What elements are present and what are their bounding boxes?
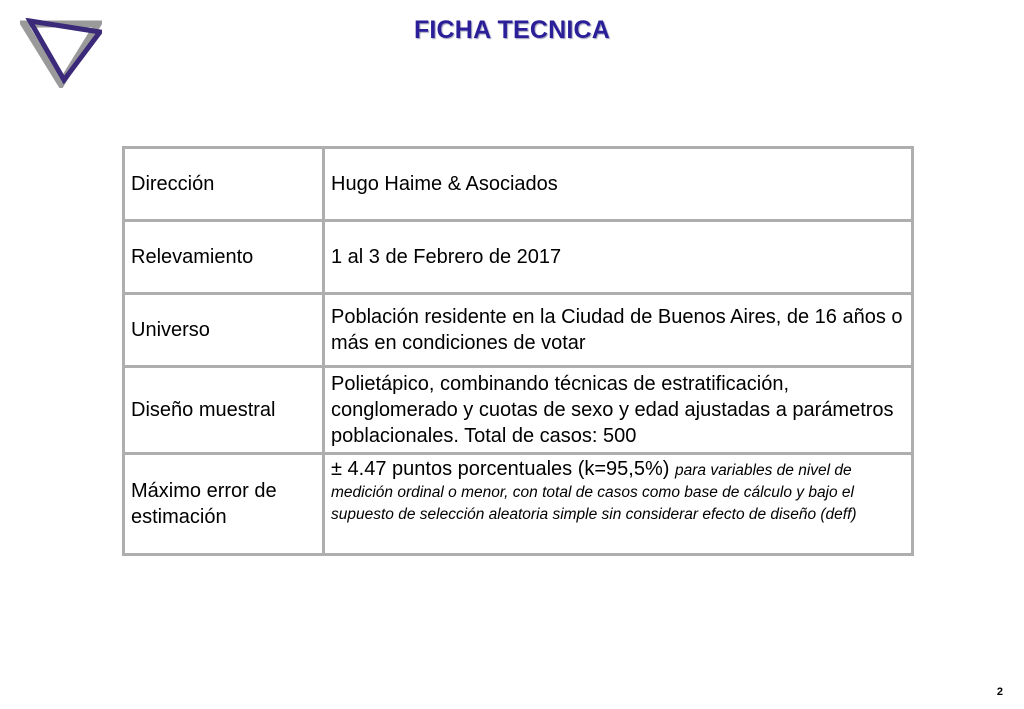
row-label: Dirección [124,148,324,221]
row-label: Relevamiento [124,221,324,294]
row-label: Diseño muestral [124,367,324,454]
row-value [324,454,913,555]
row-value: 1 al 3 de Febrero de 2017 [324,221,913,294]
page-number: 2 [996,686,1003,698]
table-row [124,294,913,367]
table-row [124,454,913,555]
error-value: ± 4.47 puntos porcentuales (k=95,5%) [331,458,670,480]
table-row [124,221,913,294]
ficha-table [122,146,914,556]
row-value: Hugo Haime & Asociados [324,148,913,221]
table-row [124,367,913,454]
table-row [124,148,913,221]
page-title: FICHA TECNICA [413,16,611,44]
row-label: Máximo error de estimación [124,454,324,555]
row-value: Polietápico, combinando técnicas de estratificación, conglomerado y cuotas de sexo y edad ajustadas a parámetros poblacionales. Total de casos: 500 [324,367,913,454]
row-label: Universo [124,294,324,367]
row-value: Población residente en la Ciudad de Buenos Aires, de 16 años o más en condiciones de votar [324,294,913,367]
error-note: para variables de nivel de medición ordinal o menor, con total de casos como base de cálculo y bajo el supuesto de selección aleatoria simple sin considerar efecto de diseño (deff) [331,462,857,523]
